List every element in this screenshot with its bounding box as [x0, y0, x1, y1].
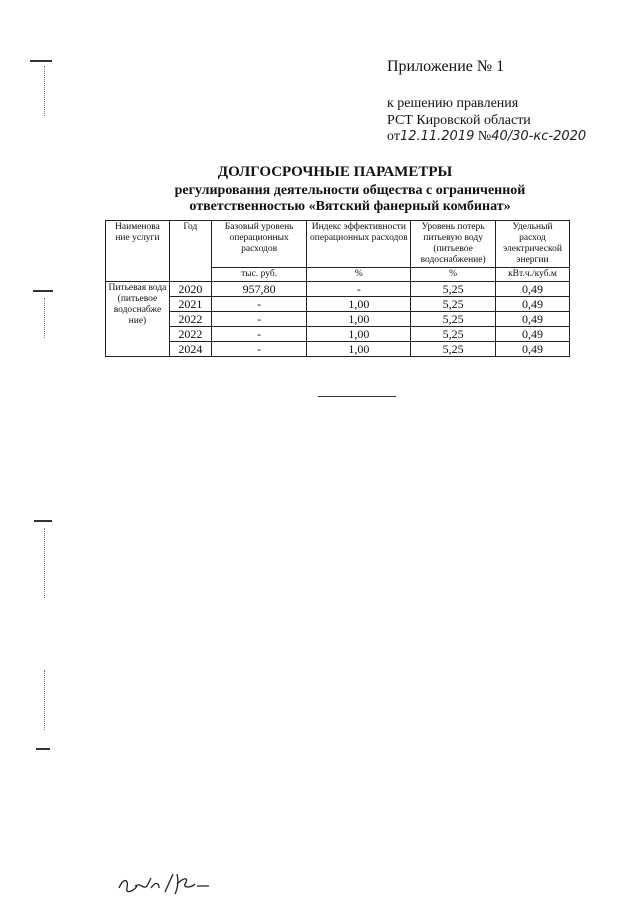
row-index: 1,00 [307, 297, 411, 312]
row-base: - [211, 312, 307, 327]
appendix-title: Приложение № 1 [387, 58, 505, 75]
row-energy: 0,49 [496, 342, 570, 357]
margin-dots [44, 670, 46, 730]
margin-mark [34, 520, 52, 522]
row-index: 1,00 [307, 342, 411, 357]
header-energy: Удельный расход электрической энергии [496, 221, 570, 268]
signature [115, 868, 225, 898]
row-year: 2020 [169, 282, 211, 297]
parameters-table [105, 220, 570, 357]
row-loss: 5,25 [411, 342, 496, 357]
margin-mark [30, 60, 52, 62]
margin-dots [44, 66, 46, 116]
number-value: 40/30-кс-2020 [491, 129, 587, 144]
row-year: 2024 [169, 342, 211, 357]
margin-dots [44, 298, 46, 338]
row-index: 1,00 [307, 312, 411, 327]
row-index: - [307, 282, 411, 297]
row-base: - [211, 327, 307, 342]
unit-efficiency-index: % [307, 268, 411, 282]
number-prefix: № [477, 129, 492, 144]
margin-mark [36, 748, 50, 750]
row-energy: 0,49 [496, 312, 570, 327]
table-row [106, 297, 570, 312]
margin-mark [33, 290, 53, 292]
row-energy: 0,49 [496, 327, 570, 342]
header-year: Год [169, 221, 211, 282]
document-subtitle-line2: ответственностью «Вятский фанерный комбинат» [189, 199, 511, 214]
header-efficiency-index: Индекс эффективности операционных расходов [307, 221, 411, 268]
table-row [106, 282, 570, 297]
end-rule-line [318, 396, 396, 397]
row-base: - [211, 342, 307, 357]
decision-line-2: РСТ Кировской области [387, 113, 531, 128]
table-row [106, 312, 570, 327]
header-service: Наименова ние услуги [106, 221, 170, 282]
row-year: 2021 [169, 297, 211, 312]
row-energy: 0,49 [496, 297, 570, 312]
service-name-cell: Питьевая вода (питьевое водоснабже ние) [106, 282, 170, 357]
row-year: 2022 [169, 327, 211, 342]
decision-line-1: к решению правления [387, 96, 519, 111]
row-loss: 5,25 [411, 297, 496, 312]
table-row [106, 327, 570, 342]
decision-date-line [387, 129, 586, 145]
table-row [106, 342, 570, 357]
row-year: 2022 [169, 312, 211, 327]
table-header-row [106, 221, 570, 268]
document-title: ДОЛГОСРОЧНЫЕ ПАРАМЕТРЫ [217, 164, 453, 180]
date-prefix: от [387, 129, 400, 144]
row-loss: 5,25 [411, 282, 496, 297]
row-loss: 5,25 [411, 312, 496, 327]
row-base: 957,80 [211, 282, 307, 297]
unit-loss-level: % [411, 268, 496, 282]
row-index: 1,00 [307, 327, 411, 342]
row-base: - [211, 297, 307, 312]
unit-energy: кВт.ч./куб.м [496, 268, 570, 282]
unit-base-level: тыс. руб. [211, 268, 307, 282]
row-loss: 5,25 [411, 327, 496, 342]
header-base-level: Базовый уровень операционных расходов [211, 221, 307, 268]
header-loss-level: Уровень потерь питьевую воду (питьевое водоснабжение) [411, 221, 496, 268]
date-value: 12.11.2019 [399, 129, 475, 144]
document-subtitle-line1: регулирования деятельности общества с ограниченной [174, 183, 526, 198]
row-energy: 0,49 [496, 282, 570, 297]
margin-dots [44, 528, 46, 598]
